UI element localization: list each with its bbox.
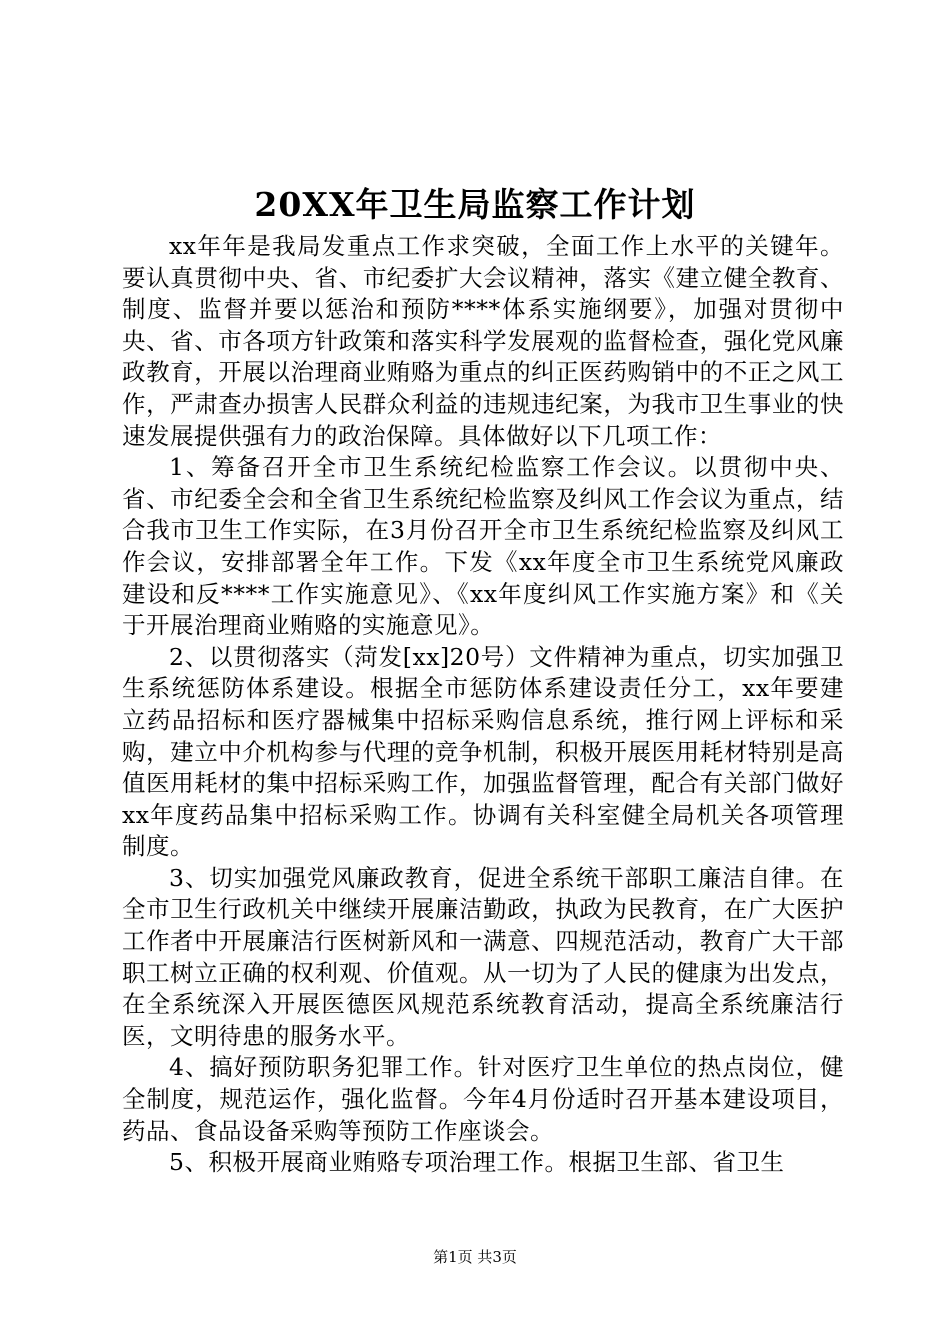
paragraph-item-5: 5、积极开展商业贿赂专项治理工作。根据卫生部、省卫生: [169, 1148, 785, 1177]
paragraph-intro: xx年年是我局发重点工作求突破，全面工作上水平的关键年。要认真贯彻中央、省、市纪委扩大会议精神，落实《建立健全教育、制度、监督并要以惩治和预防****体系实施纲要》，加强对贯彻中央、省、市各项方针政策和落实科学发展观的监督检查，强化党风廉政教育，开展以治理商业贿赂为重点的纠正医药购销中的不正之风工作，严肃查办损害人民群众利益的违规违纪案，为我市卫生事业的快速发展提供强有力的政治保障。具体做好以下几项工作：: [122, 232, 844, 450]
page-footer: 第1页 共3页: [433, 1248, 517, 1266]
paragraph-item-3: 3、切实加强党风廉政教育，促进全系统干部职工廉洁自律。在全市卫生行政机关中继续开展廉洁勤政，执政为民教育，在广大医护工作者中开展廉洁行医树新风和一满意、四规范活动，教育广大干部职工树立正确的权利观、价值观。从一切为了人民的健康为出发点，在全系统深入开展医德医风规范系统教育活动，提高全系统廉洁行医，文明待患的服务水平。: [122, 863, 844, 1050]
paragraph-item-4: 4、搞好预防职务犯罪工作。针对医疗卫生单位的热点岗位，健全制度，规范运作，强化监督。今年4月份适时召开基本建设项目，药品、食品设备采购等预防工作座谈会。: [122, 1053, 844, 1145]
paragraph-item-1: 1、筹备召开全市卫生系统纪检监察工作会议。以贯彻中央、省、市纪委全会和全省卫生系统纪检监察及纠风工作会议为重点，结合我市卫生工作实际，在3月份召开全市卫生系统纪检监察及纠风工作会议，安排部署全年工作。下发《xx年度全市卫生系统党风廉政建设和反****工作实施意见》、《xx年度纠风工作实施方案》和《关于开展治理商业贿赂的实施意见》。: [122, 453, 844, 640]
document-title: 20XX年卫生局监察工作计划: [254, 185, 696, 224]
paragraph-item-2: 2、以贯彻落实（菏发[xx]20号）文件精神为重点，切实加强卫生系统惩防体系建设。根据全市惩防体系建设责任分工，xx年要建立药品招标和医疗器械集中招标采购信息系统，推行网上评标和采购，建立中介机构参与代理的竞争机制，积极开展医用耗材特别是高值医用耗材的集中招标采购工作，加强监督管理，配合有关部门做好xx年度药品集中招标采购工作。协调有关科室健全局机关各项管理制度。: [122, 642, 844, 861]
document-body: [122, 231, 844, 1179]
